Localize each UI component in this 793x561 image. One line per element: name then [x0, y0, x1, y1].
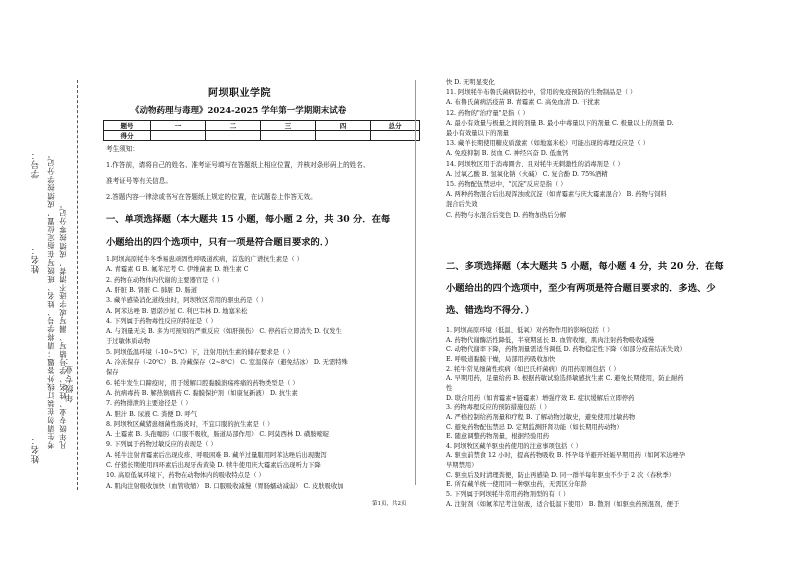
question-line: C. 药物与水混合后变色 D. 药物加热后分解	[446, 211, 567, 219]
question-line: A. 冷冻保存（-20℃） B. 冷藏保存（2~8℃） C. 室温保存（避免结冰） D. 无需特殊	[106, 359, 348, 366]
question-line: 3. 药物毒理反应的预防措施包括（ ）	[446, 404, 551, 412]
score-cell: 二	[206, 121, 261, 131]
question-line: A. 与剂量无关 B. 多为可预知的严重反应（如肝损伤） C. 停药后立即消失 D. 仅发生	[106, 328, 342, 336]
school-name: 阿坝职业学院	[208, 88, 271, 99]
question-line: 11. 阿坝牦牛布鲁氏菌病防控中，常用的免疫预防的生物制品是（ ）	[446, 89, 637, 97]
question-line: A. 最小有效量与极量之间的剂量 B. 最小中毒量以下的剂量 C. 极量以上的剂量 D.	[446, 119, 674, 127]
question-line: 4. 阿坝牧区藏羊驱虫药使用的注意事项包括（ ）	[446, 442, 582, 450]
question-line: 9. 下列属于药物过敏反应的表现是（ ）	[106, 441, 217, 449]
score-table-header-row	[104, 121, 420, 131]
question-line: A. 过氧乙酸 B. 氢氧化钠（火碱） C. 复合酚 D. 75%酒精	[446, 170, 608, 178]
question-line: A. 早期用药，足量给药 B. 根据药敏试验选择敏感抗生素 C. 避免长期使用，防止耐药	[446, 375, 684, 383]
question-line: 早期禁用）	[446, 462, 478, 470]
question-line: 12. 药物的"治疗量"是指（ ）	[446, 109, 529, 117]
question-line: 混合后失效	[446, 201, 478, 209]
question-line: 1.阿坝高原牦牛冬季易患顽固性呼吸道疾病，首选的广谱抗生素是（ ）	[106, 256, 303, 263]
notice-line: 准考证号等有关信息。	[106, 177, 172, 185]
question-line: 于过敏体质动物	[106, 338, 151, 346]
question-line: C. 驱虫后及时清理粪便，防止再感染 D. 同一群羊每年驱虫不少于 2 次（春秋季）	[446, 471, 675, 479]
score-input-cell	[316, 131, 371, 141]
question-line: 最小有效量以下的剂量	[446, 130, 509, 137]
question-line: E. 随意调整药物剂量，根据经验用药	[446, 433, 550, 441]
section1-heading: 小题给出的四个选项中，只有一项是符合题目要求的．）	[106, 237, 334, 248]
question-line: 15. 药物配伍禁忌中，"沉淀"反应是指（ ）	[446, 181, 567, 188]
question-line: A. 药物代谢酶活性降低，半衰期延长 B. 血管收缩，肌肉注射药物吸收减慢	[446, 336, 655, 344]
question-line: E. 呼吸道黏膜干燥，局部用药吸收加快	[446, 355, 556, 363]
score-table	[103, 120, 420, 141]
notice-line: 1.作答前，请将自己的姓名、准考证号填写在答题纸上相应位置，并核对条形码上的姓名、	[106, 161, 370, 169]
question-line: 4. 下列属于药物毒性反应的特征是（ ）	[106, 317, 217, 325]
question-line: A. 两种药物混合后出现浑浊或沉淀（如青霉素与庆大霉素混合） B. 药物与饲料	[446, 191, 667, 199]
section2-heading: 小题给出的四个选项中，至少有两项是符合题目要求的．多选、少	[446, 283, 716, 294]
class-label: 年级专业：	[65, 355, 75, 403]
column-divider	[415, 80, 416, 485]
section2-heading: 二、多项选择题（本大题共 5 小题，每小题 4 分，共 20 分．在每	[446, 261, 724, 272]
question-line: A. 注射剂（如氟苯尼考注射液，适合低温下使用） B. 散剂（如驱虫药预混剂，便于	[446, 500, 680, 508]
score-table-score-row	[104, 131, 420, 141]
question-line: 保存	[106, 369, 119, 377]
section2-heading: 选、错选均不得分．）	[446, 305, 535, 316]
question-line: C. 避免药物配伍禁忌 D. 定期监测肝肾功能（如长期用药动物）	[446, 423, 623, 431]
question-line: A. 牦牛注射青霉素后出现皮疹、呼吸困难 B. 藏羊过量服用阿苯达唑后出现腹泻	[106, 451, 327, 459]
score-cell: 得分	[104, 131, 151, 141]
question-line: 13. 藏羊长期使用糖皮质激素（如地塞米松）可能出现的毒理反应是（ ）	[446, 140, 649, 148]
name-label-top: 姓名：	[31, 245, 41, 274]
binding-instructions: 考生请勿在装订线外答题；请将学号、姓名、班级写在指定位置，成绩按学分记。	[46, 150, 55, 449]
question-line: 3. 藏羊感染消化道线虫时，阿坝牧区常用的驱虫药是（ ）	[106, 297, 268, 305]
score-input-cell	[371, 131, 420, 141]
question-line: A. 青霉素 G B. 氟苯尼考 C. 伊维菌素 D. 维生素 C	[106, 266, 249, 274]
question-line: 1. 阿坝高原环境（低温、低氧）对药物作用的影响包括（ ）	[446, 327, 614, 334]
binding-warning: 凡年级专业、姓名、学号错写、漏写或字迹不清者，成绩按零分记。	[58, 200, 67, 449]
section1-heading: 一、单项选择题（本大题共 15 小题，每小题 2 分，共 30 分．在每	[106, 214, 391, 225]
question-line: A. 驱虫前禁食 12 小时，提高药物吸收 B. 怀孕母羊避开妊娠早期用药（如阿苯达唑孕	[446, 452, 685, 460]
question-line: C. 仔猪长期使用四环素后出现牙齿黄染 D. 犊牛使用庆大霉素后出现听力下降	[106, 462, 321, 469]
question-line: A. 布鲁氏菌病活疫苗 B. 青霉素 C. 高免血清 D. 干扰素	[446, 99, 600, 107]
score-cell: 四	[316, 121, 371, 131]
score-input-cell	[151, 131, 206, 141]
question-line: 7. 药物排泄的主要途径是（ ）	[106, 400, 192, 408]
name-label-bottom: 姓名：	[31, 435, 41, 464]
question-line: A. 肝脏 B. 肾脏 C. 肺脏 D. 肠道	[106, 286, 197, 294]
question-line: D. 联合用药（如青霉素+链霉素）增强疗效 E. 症状缓解后立即停药	[446, 394, 635, 402]
score-input-cell	[261, 131, 316, 141]
binding-line	[77, 80, 78, 490]
question-line: A. 抗病毒药 B. 解热镇痛药 C. 黏膜保护剂（如康复新液） D. 抗生素	[106, 389, 298, 397]
score-input-cell	[206, 131, 261, 141]
exam-title: 《动物药理与毒理》2024-2025 学年第一学期期末试卷	[131, 106, 347, 116]
question-line: 2. 药物在动物体内代谢的主要器官是（ ）	[106, 276, 224, 284]
notice-line: 2.答题内容一律涂或书写在答题纸上规定的位置，在试题卷上作答无效。	[106, 193, 317, 201]
question-line: A. 胆汁 B. 尿液 C. 粪便 D. 呼气	[106, 410, 197, 418]
page-footer: 第1页，共2页	[372, 501, 407, 507]
score-cell: 三	[261, 121, 316, 131]
score-cell: 一	[151, 121, 206, 131]
question-line: A. 阿苯达唑 B. 恩诺沙星 C. 利巴韦林 D. 地塞米松	[106, 307, 248, 315]
question-line: 8. 阿坝牧区藏猪患细菌性肠炎时，不宜口服的抗生素是（ ）	[106, 420, 274, 428]
question-line: A. 肌肉注射吸收加快（血管收缩） B. 口服吸收减慢（胃肠蠕动减弱） C. 皮肤吸收加	[106, 482, 344, 490]
score-cell: 总分	[371, 121, 420, 131]
question-line: 5. 下列属于阿坝牦牛常用药物剂型的有（ ）	[446, 491, 570, 499]
question-line: A. 严格控制给药剂量和疗程 B. 了解动物过敏史，避免使用过敏药物	[446, 413, 636, 421]
student-id-label: 学号：	[31, 150, 41, 179]
question-line: 6. 牦牛发生口蹄疫时，用于缓解口腔黏膜溃疡疼痛的药物类型是（ ）	[106, 379, 299, 387]
question-line: 性	[446, 384, 453, 392]
question-line: E. 所有藏羊统一使用同一种驱虫药，无需区分年龄	[446, 481, 587, 489]
question-line: 5. 阿坝低温环境（-10~5℃）下，注射用抗生素的储存要求是（ ）	[106, 348, 294, 356]
question-line: A. 土霉素 B. 头孢噻肟（口服不吸收，肠道局部作用） C. 阿莫西林 D. 磺胺嘧啶	[106, 431, 330, 439]
question-line: C. 动物代谢率下降，药物剂量需适当调低 D. 药物稳定性下降（如部分疫苗结冻失效）	[446, 346, 686, 354]
score-cell: 题号	[104, 121, 151, 131]
question-line: 14. 阿坝牧区用于消毒圈舍、且对牦牛无刺激性的消毒剂是（ ）	[446, 160, 624, 168]
question-line: 快 D. 无明显变化	[446, 79, 495, 86]
question-line: 2. 牦牛常见细菌性疾病（如巴氏杆菌病）的用药原则包括（ ）	[446, 365, 620, 373]
question-line: A. 免疫抑制 B. 贫血 C. 神经兴奋 D. 低血钙	[446, 150, 569, 158]
notice-title: 考生须知：	[106, 145, 139, 153]
question-line: 10. 高原低氧环境下，药物在动物体内的吸收特点是（ ）	[106, 472, 265, 480]
